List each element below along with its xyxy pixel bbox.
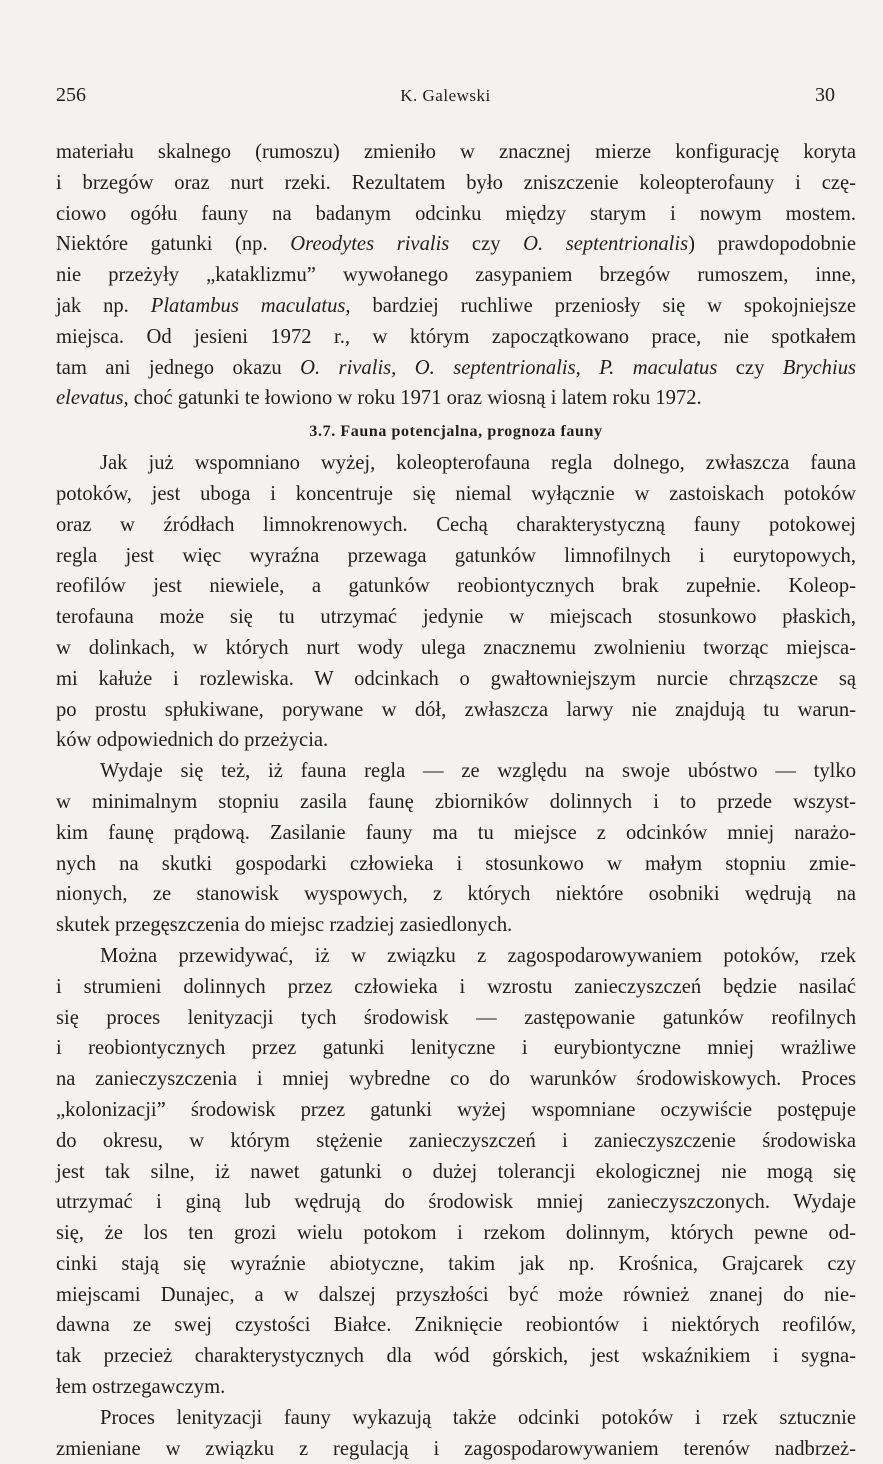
paragraph-2 [56, 448, 856, 756]
text-line: reofilów jest niewiele, a gatunków reobiontycznych brak zupełnie. Koleop- [56, 575, 856, 598]
text-line: kim faunę prądową. Zasilanie fauny ma tu miejsce z odcinków mniej narażo- [56, 821, 856, 844]
text-line: skutek przegęszczenia do miejsc rzadziej zasiedlonych. [56, 914, 513, 937]
italic-taxon: elevatus [56, 387, 124, 410]
text-line: dawna ze swej czystości Białce. Zniknięcie reobiontów i niektórych reofilów, [56, 1314, 856, 1337]
text-line: miejscami Dunajec, a w dalszej przyszłości być może również znanej do nie- [56, 1283, 856, 1306]
text-line: oraz w źródłach limnokrenowych. Cechą charakterystyczną fauny potokowej [56, 513, 856, 536]
text-line: Niektóre gatunki (np. Oreodytes rivalis czy O. septentrionalis) prawdopodobnie [56, 233, 857, 256]
text-line: do okresu, w którym stężenie zanieczyszczeń i zanieczyszczenie środowiska [56, 1129, 856, 1152]
text-line: cinki stają się wyraźnie abiotyczne, takim jak np. Krośnica, Grajcarek czy [56, 1252, 856, 1275]
text-line: terofauna może się tu utrzymać jedynie w miejscach stosunkowo płaskich, [56, 606, 856, 629]
text-line: „kolonizacji” środowisk przez gatunki wyżej wspomniane oczywiście postępuje [56, 1098, 856, 1121]
paragraph-1 [56, 137, 856, 414]
text-line: po prostu spłukiwane, porywane w dół, zwłaszcza larwy nie znajdują tu warun- [56, 698, 856, 721]
section-heading: 3.7. Fauna potencjalna, prognoza fauny [309, 423, 603, 441]
paragraph-5 [56, 1403, 856, 1464]
text-line: materiału skalnego (rumoszu) zmieniło w znacznej mierze konfigurację koryta [56, 141, 856, 163]
text-line: Jak już wspomniano wyżej, koleopterofauna regla dolnego, zwłaszcza fauna [100, 452, 856, 475]
text-line: tam ani jednego okazu O. rivalis, O. septentrionalis, P. maculatus czy Brychius [56, 356, 857, 379]
text-line: w minimalnym stopniu zasila faunę zbiorników dolinnych i to przede wszyst- [56, 790, 856, 813]
italic-taxon: Oreodytes rivalis [290, 233, 450, 256]
text-line: i brzegów oraz nurt rzeki. Rezultatem było zniszczenie koleopterofauny i czę- [56, 171, 856, 194]
text-line: utrzymać i giną lub wędrują do środowisk mniej zanieczyszczonych. Wydaje [56, 1191, 856, 1214]
text-line: ków odpowiednich do przeżycia. [56, 729, 329, 752]
running-header [56, 84, 835, 110]
italic-taxon: Platambus maculatus [150, 294, 346, 317]
text-line: ciowo ogółu fauny na badanym odcinku między starym i nowym mostem. [56, 202, 856, 225]
paragraph-4 [56, 941, 856, 1403]
page-number: 256 [56, 84, 86, 106]
italic-taxon: Brychius [782, 356, 857, 379]
text-line: Wydaje się też, iż fauna regla — ze względu na swoje ubóstwo — tylko [100, 760, 856, 783]
paragraph-3 [56, 756, 856, 941]
text-line: Można przewidywać, iż w związku z zagospodarowywaniem potoków, rzek [100, 944, 856, 967]
text-line: na zanieczyszczenia i mniej wybredne co do warunków środowiskowych. Proces [56, 1068, 856, 1091]
text-line: nionych, ze stanowisk wyspowych, z których niektóre osobniki wędrują na [56, 883, 856, 906]
running-author: K. Galewski [400, 86, 491, 105]
text-line: miejsca. Od jesieni 1972 r., w którym zapoczątkowano prace, nie spotkałem [56, 325, 856, 348]
text-line: się proces lenityzacji tych środowisk — zastępowanie gatunków reofilnych [56, 1006, 856, 1029]
text-line: mi kałuże i rozlewiska. W odcinkach o gwałtowniejszym nurcie chrząszcze są [56, 667, 856, 690]
text-line: jest tak silne, iż nawet gatunki o dużej tolerancji ekologicznej nie mogą się [56, 1160, 856, 1183]
text-line: potoków, jest uboga i koncentruje się niemal wyłącznie w zastoiskach potoków [56, 482, 856, 505]
volume-number: 30 [815, 84, 835, 106]
italic-taxon: O. rivalis, O. septentrionalis, P. maculatus [300, 356, 718, 379]
text-line: w dolinkach, w których nurt wody ulega znacznemu zwolnieniu tworząc miejsca- [56, 636, 856, 659]
text-line: nie przeżyły „kataklizmu” wywołanego zasypaniem brzegów rumoszem, inne, [56, 264, 856, 287]
text-line: jak np. Platambus maculatus, bardziej ruchliwe przeniosły się w spokojniejsze [56, 294, 857, 317]
text-line: Proces lenityzacji fauny wykazują także odcinki potoków i rzek sztucznie [100, 1406, 856, 1429]
text-line: i reobiontycznych przez gatunki lenityczne i eurybiontyczne mniej wrażliwe [56, 1037, 856, 1060]
text-line: regla jest więc wyraźna przewaga gatunków limnofilnych i eurytopowych, [56, 544, 856, 567]
body-text [56, 137, 856, 1464]
text-line: się, że los ten grozi wielu potokom i rzekom dolinnym, których pewne od- [56, 1222, 856, 1245]
italic-taxon: O. septentrionalis [523, 233, 689, 256]
text-line: tak przecież charakterystycznych dla wód górskich, jest wskaźnikiem i sygna- [56, 1345, 856, 1368]
text-line: nych na skutki gospodarki człowieka i stosunkowo w małym stopniu zmie- [56, 852, 856, 875]
text-line: łem ostrzegawczym. [56, 1376, 226, 1399]
text-line: zmieniane w związku z regulacją i zagospodarowywaniem terenów nadbrzeż- [56, 1437, 856, 1460]
text-line: elevatus, choć gatunki te łowiono w roku 1971 oraz wiosną i latem roku 1972. [56, 387, 702, 410]
text-line: i strumieni dolinnych przez człowieka i wzrostu zanieczyszczeń będzie nasilać [56, 975, 856, 998]
